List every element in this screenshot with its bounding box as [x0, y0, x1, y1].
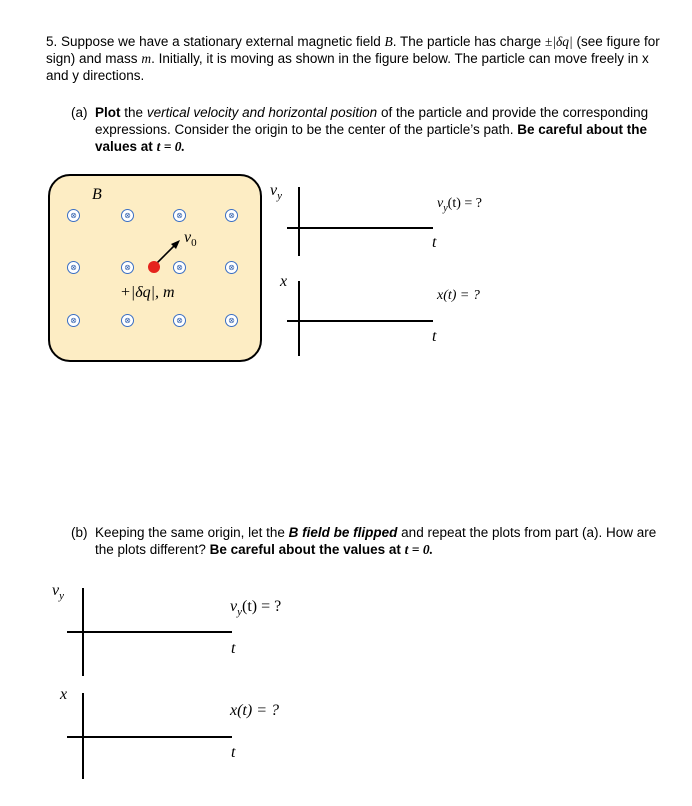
mass-symbol: m	[141, 51, 152, 66]
part-b-text	[95, 524, 675, 558]
plot-a-vy-axis-label	[270, 182, 282, 202]
problem-text-4: sign) and mass	[46, 51, 138, 66]
part-a-line2: expressions. Consider the origin to be the center of the particle’s path.	[95, 122, 514, 137]
plot-b-vy-axis-sub: y	[59, 590, 64, 603]
plot-b-x-t-label: t	[231, 744, 236, 761]
plot-a-vy-t-label: t	[432, 234, 437, 251]
field-into-page-icon: ⊗	[173, 314, 186, 327]
part-a-italic: vertical velocity and horizontal position	[146, 105, 378, 120]
problem-text-2: . The particle has charge	[392, 34, 542, 49]
part-a-text	[95, 104, 675, 155]
plot-b-vy-axis-label	[52, 582, 64, 602]
charge-symbol: ±|δq|	[544, 34, 573, 49]
plot-a-x-time-axis	[287, 320, 433, 322]
field-symbol: B	[384, 34, 393, 49]
plot-a-x-vertical-axis	[298, 281, 300, 356]
plot-b-vy-expr-v: v	[230, 598, 238, 615]
plot-b-vy-expr-sub: y	[237, 606, 242, 619]
velocity-arrow-icon	[140, 230, 190, 280]
plot-b-x-time-axis	[67, 736, 232, 738]
field-into-page-icon: ⊗	[173, 261, 186, 274]
field-into-page-icon: ⊗	[67, 261, 80, 274]
plot-b-vy-expr-rest: (t) = ?	[242, 598, 282, 615]
part-a-line3-bold: values at	[95, 139, 153, 154]
part-a-t0: t = 0.	[156, 139, 185, 154]
plot-a-vy-time-axis	[287, 227, 433, 229]
plot-b-x-axis-label: x	[60, 686, 68, 703]
problem-text-3: (see figure for	[576, 34, 660, 49]
plot-a-vy-expr-sub: y	[443, 202, 448, 214]
plot-a-vy-expression	[437, 196, 482, 214]
plot-b-vy-time-axis	[67, 631, 232, 633]
part-b-line1b: and repeat the plots from part (a). How are	[401, 525, 657, 540]
part-b-bold: B field be flipped	[288, 525, 398, 540]
field-into-page-icon: ⊗	[225, 261, 238, 274]
plot-a-vy-expr-v: v	[437, 196, 444, 211]
plot-a-x-expression: x(t) = ?	[437, 288, 480, 303]
part-a-rest1: of the particle and provide the corresponding	[380, 105, 649, 120]
part-a-the: the	[124, 105, 144, 120]
plot-b-vy-expression	[230, 598, 281, 618]
part-b-line1a: Keeping the same origin, let the	[95, 525, 285, 540]
part-b-t0: t = 0.	[404, 542, 433, 557]
plot-a-vy-axis-sub: y	[277, 190, 282, 203]
field-into-page-icon: ⊗	[225, 314, 238, 327]
part-b-line2a: the plots different?	[95, 542, 206, 557]
field-into-page-icon: ⊗	[121, 209, 134, 222]
problem-text-5: . Initially, it is moving as shown in the figure below. The particle can move freely in x	[151, 51, 649, 66]
velocity-label-sub: 0	[191, 237, 197, 250]
velocity-label-v: v	[184, 229, 192, 246]
plot-word: Plot	[95, 105, 121, 120]
field-into-page-icon: ⊗	[121, 261, 134, 274]
field-into-page-icon: ⊗	[67, 209, 80, 222]
field-into-page-icon: ⊗	[173, 209, 186, 222]
part-b-line2-bold: Be careful about the values at	[209, 542, 401, 557]
part-a-line2-bold: Be careful about the	[517, 122, 648, 137]
plot-a-vy-expr-rest: (t) = ?	[447, 196, 482, 211]
plot-b-x-expression: x(t) = ?	[230, 702, 279, 719]
part-b-label: (b)	[71, 525, 88, 540]
problem-text-6: and y directions.	[46, 68, 145, 83]
field-into-page-icon: ⊗	[67, 314, 80, 327]
field-into-page-icon: ⊗	[225, 209, 238, 222]
plot-a-x-axis-label: x	[280, 273, 288, 290]
part-a-label: (a)	[71, 105, 88, 120]
plot-a-vy-vertical-axis	[298, 187, 300, 256]
plot-b-vy-t-label: t	[231, 640, 236, 657]
problem-text-1: Suppose we have a stationary external magnetic field	[61, 34, 381, 49]
problem-number: 5.	[46, 34, 58, 49]
field-label: B	[92, 186, 102, 203]
plot-a-x-t-label: t	[432, 328, 437, 345]
field-into-page-icon: ⊗	[121, 314, 134, 327]
velocity-label	[184, 229, 197, 249]
problem-statement	[46, 33, 676, 84]
particle-label: +|δq|, m	[120, 284, 175, 301]
plot-a-vy-axis-v: v	[270, 182, 278, 199]
particle	[148, 261, 160, 273]
plot-b-vy-axis-v: v	[52, 582, 60, 599]
